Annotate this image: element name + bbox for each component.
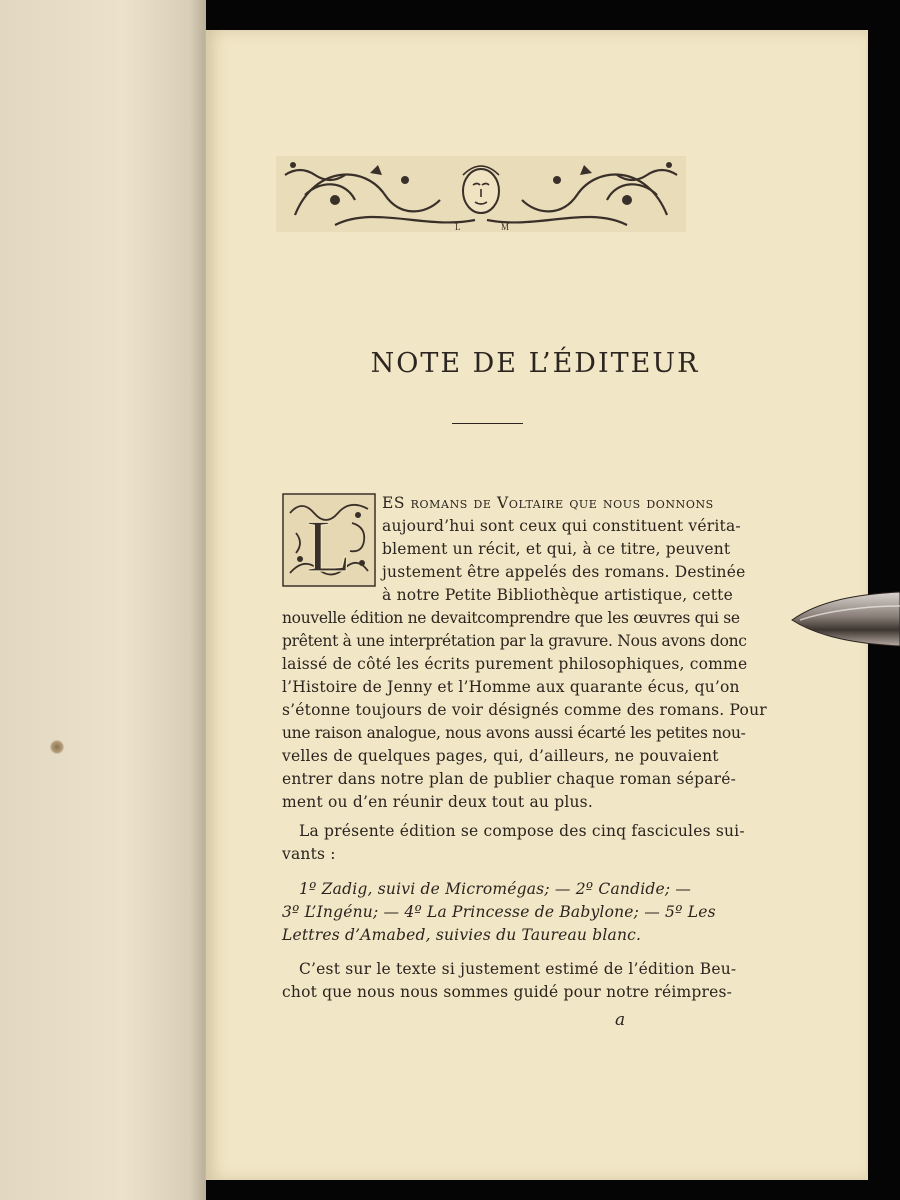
- text-line: à notre Petite Bibliothèque artistique, cette: [382, 586, 733, 604]
- text-line: C’est sur le texte si justement estimé de l’édition Beu-: [299, 960, 737, 978]
- text-line: chot que nous nous sommes guidé pour notre réimpres-: [282, 983, 733, 1001]
- metal-bookmark: [790, 588, 900, 648]
- text-line: vants :: [282, 845, 336, 863]
- left-page: [0, 0, 206, 1200]
- drop-cap-letter: L: [306, 506, 352, 587]
- foxing-spot: [50, 740, 64, 754]
- page-title: NOTE DE L’ÉDITEUR: [370, 348, 700, 379]
- ornament-initial-right: M: [501, 222, 510, 232]
- text-line: blement un récit, et qui, à ce titre, peuvent: [382, 540, 731, 558]
- text-line: La présente édition se compose des cinq fascicules sui-: [299, 822, 745, 840]
- ornamental-headpiece: [275, 155, 687, 233]
- text-line: velles de quelques pages, qui, d’ailleurs, ne pouvaient: [282, 747, 719, 765]
- text-line: Lettres d’Amabed, suivies du Taureau blanc.: [282, 926, 642, 944]
- text-line: une raison analogue, nous avons aussi écarté les petites nou-: [282, 724, 746, 742]
- text-line: entrer dans notre plan de publier chaque roman séparé-: [282, 770, 737, 788]
- text-line: laissé de côté les écrits purement philosophiques, comme: [282, 655, 748, 673]
- text-line: 1º Zadig, suivi de Micromégas; — 2º Candide; —: [299, 880, 692, 898]
- text-line: 3º L’Ingénu; — 4º La Princesse de Babylone; — 5º Les: [282, 903, 716, 921]
- text-line: ment ou d’en réunir deux tout au plus.: [282, 793, 593, 811]
- text-line: ES romans de Voltaire que nous donnons: [382, 494, 714, 512]
- text-line: aujourd’hui sont ceux qui constituent vérita-: [382, 517, 741, 535]
- ornament-initial-left: L: [455, 222, 461, 232]
- text-line: justement être appelés des romans. Destinée: [382, 563, 746, 581]
- text-line: l’Histoire de Jenny et l’Homme aux quarante écus, qu’on: [282, 678, 740, 696]
- text-line: s’étonne toujours de voir désignés comme des romans. Pour: [282, 701, 767, 719]
- title-rule: [452, 423, 523, 424]
- text-line: nouvelle édition ne devaitcomprendre que les œuvres qui se: [282, 609, 740, 627]
- decorated-drop-cap: [282, 493, 376, 587]
- page-signature: a: [615, 1010, 626, 1030]
- text-line: prêtent à une interprétation par la gravure. Nous avons donc: [282, 632, 747, 650]
